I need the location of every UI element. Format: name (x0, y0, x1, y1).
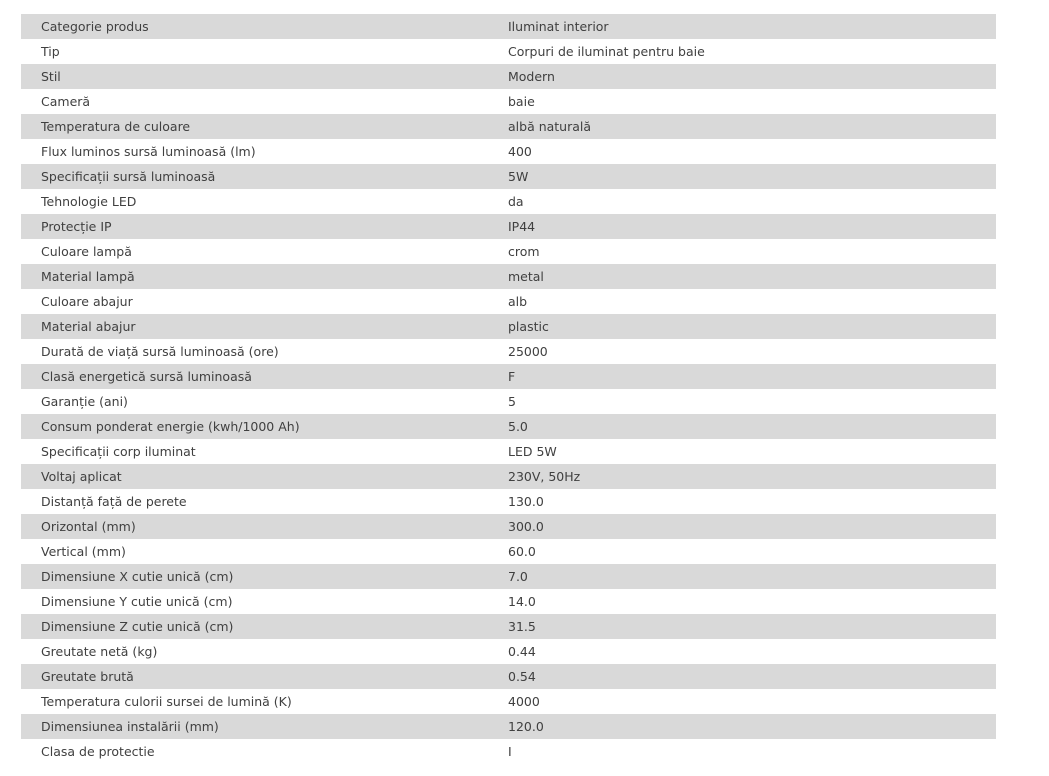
spec-row (21, 514, 996, 539)
spec-value: plastic (508, 314, 996, 339)
spec-row (21, 639, 996, 664)
spec-row (21, 314, 996, 339)
spec-row (21, 589, 996, 614)
spec-label: Protecție IP (21, 214, 508, 239)
spec-label: Clasa de protectie (21, 739, 508, 764)
spec-value: 60.0 (508, 539, 996, 564)
spec-row (21, 739, 996, 764)
spec-row (21, 714, 996, 739)
spec-row (21, 414, 996, 439)
spec-value: 230V, 50Hz (508, 464, 996, 489)
spec-label: Dimensiune X cutie unică (cm) (21, 564, 508, 589)
spec-value: 5.0 (508, 414, 996, 439)
spec-label: Material lampă (21, 264, 508, 289)
spec-value: 5 (508, 389, 996, 414)
spec-label: Consum ponderat energie (kwh/1000 Ah) (21, 414, 508, 439)
spec-row (21, 339, 996, 364)
spec-row (21, 239, 996, 264)
spec-value: metal (508, 264, 996, 289)
spec-row (21, 289, 996, 314)
product-specs-body (21, 14, 996, 764)
spec-row (21, 389, 996, 414)
spec-value: Corpuri de iluminat pentru baie (508, 39, 996, 64)
spec-row (21, 14, 996, 39)
spec-row (21, 114, 996, 139)
spec-value: 5W (508, 164, 996, 189)
spec-row (21, 689, 996, 714)
spec-label: Specificații corp iluminat (21, 439, 508, 464)
spec-row (21, 439, 996, 464)
spec-value: I (508, 739, 996, 764)
spec-value: LED 5W (508, 439, 996, 464)
spec-value: 0.54 (508, 664, 996, 689)
spec-row (21, 214, 996, 239)
spec-label: Garanție (ani) (21, 389, 508, 414)
spec-label: Voltaj aplicat (21, 464, 508, 489)
spec-label: Clasă energetică sursă luminoasă (21, 364, 508, 389)
spec-label: Tip (21, 39, 508, 64)
spec-row (21, 264, 996, 289)
spec-label: Stil (21, 64, 508, 89)
spec-value: 7.0 (508, 564, 996, 589)
spec-value: 300.0 (508, 514, 996, 539)
spec-label: Tehnologie LED (21, 189, 508, 214)
spec-value: 130.0 (508, 489, 996, 514)
spec-value: 31.5 (508, 614, 996, 639)
spec-row (21, 164, 996, 189)
spec-label: Culoare lampă (21, 239, 508, 264)
spec-label: Temperatura culorii sursei de lumină (K) (21, 689, 508, 714)
spec-row (21, 539, 996, 564)
spec-label: Flux luminos sursă luminoasă (lm) (21, 139, 508, 164)
spec-value: alb (508, 289, 996, 314)
spec-row (21, 189, 996, 214)
spec-value: 400 (508, 139, 996, 164)
spec-row (21, 614, 996, 639)
spec-value: F (508, 364, 996, 389)
spec-label: Temperatura de culoare (21, 114, 508, 139)
spec-row (21, 489, 996, 514)
spec-label: Dimensiune Z cutie unică (cm) (21, 614, 508, 639)
spec-row (21, 564, 996, 589)
spec-label: Distanță față de perete (21, 489, 508, 514)
spec-label: Vertical (mm) (21, 539, 508, 564)
spec-label: Categorie produs (21, 14, 508, 39)
spec-label: Greutate brută (21, 664, 508, 689)
spec-row (21, 64, 996, 89)
spec-value: crom (508, 239, 996, 264)
spec-value: 25000 (508, 339, 996, 364)
product-specs-table (21, 14, 996, 764)
spec-label: Specificații sursă luminoasă (21, 164, 508, 189)
spec-label: Greutate netă (kg) (21, 639, 508, 664)
spec-value: IP44 (508, 214, 996, 239)
spec-row (21, 139, 996, 164)
spec-row (21, 664, 996, 689)
spec-row (21, 364, 996, 389)
spec-value: 120.0 (508, 714, 996, 739)
spec-label: Dimensiune Y cutie unică (cm) (21, 589, 508, 614)
spec-value: albă naturală (508, 114, 996, 139)
spec-row (21, 39, 996, 64)
spec-label: Orizontal (mm) (21, 514, 508, 539)
spec-label: Durată de viață sursă luminoasă (ore) (21, 339, 508, 364)
spec-value: 0.44 (508, 639, 996, 664)
spec-label: Culoare abajur (21, 289, 508, 314)
spec-value: Modern (508, 64, 996, 89)
spec-value: baie (508, 89, 996, 114)
spec-row (21, 89, 996, 114)
spec-value: Iluminat interior (508, 14, 996, 39)
spec-label: Cameră (21, 89, 508, 114)
spec-value: 14.0 (508, 589, 996, 614)
spec-value: da (508, 189, 996, 214)
spec-row (21, 464, 996, 489)
spec-label: Dimensiunea instalării (mm) (21, 714, 508, 739)
spec-label: Material abajur (21, 314, 508, 339)
spec-value: 4000 (508, 689, 996, 714)
